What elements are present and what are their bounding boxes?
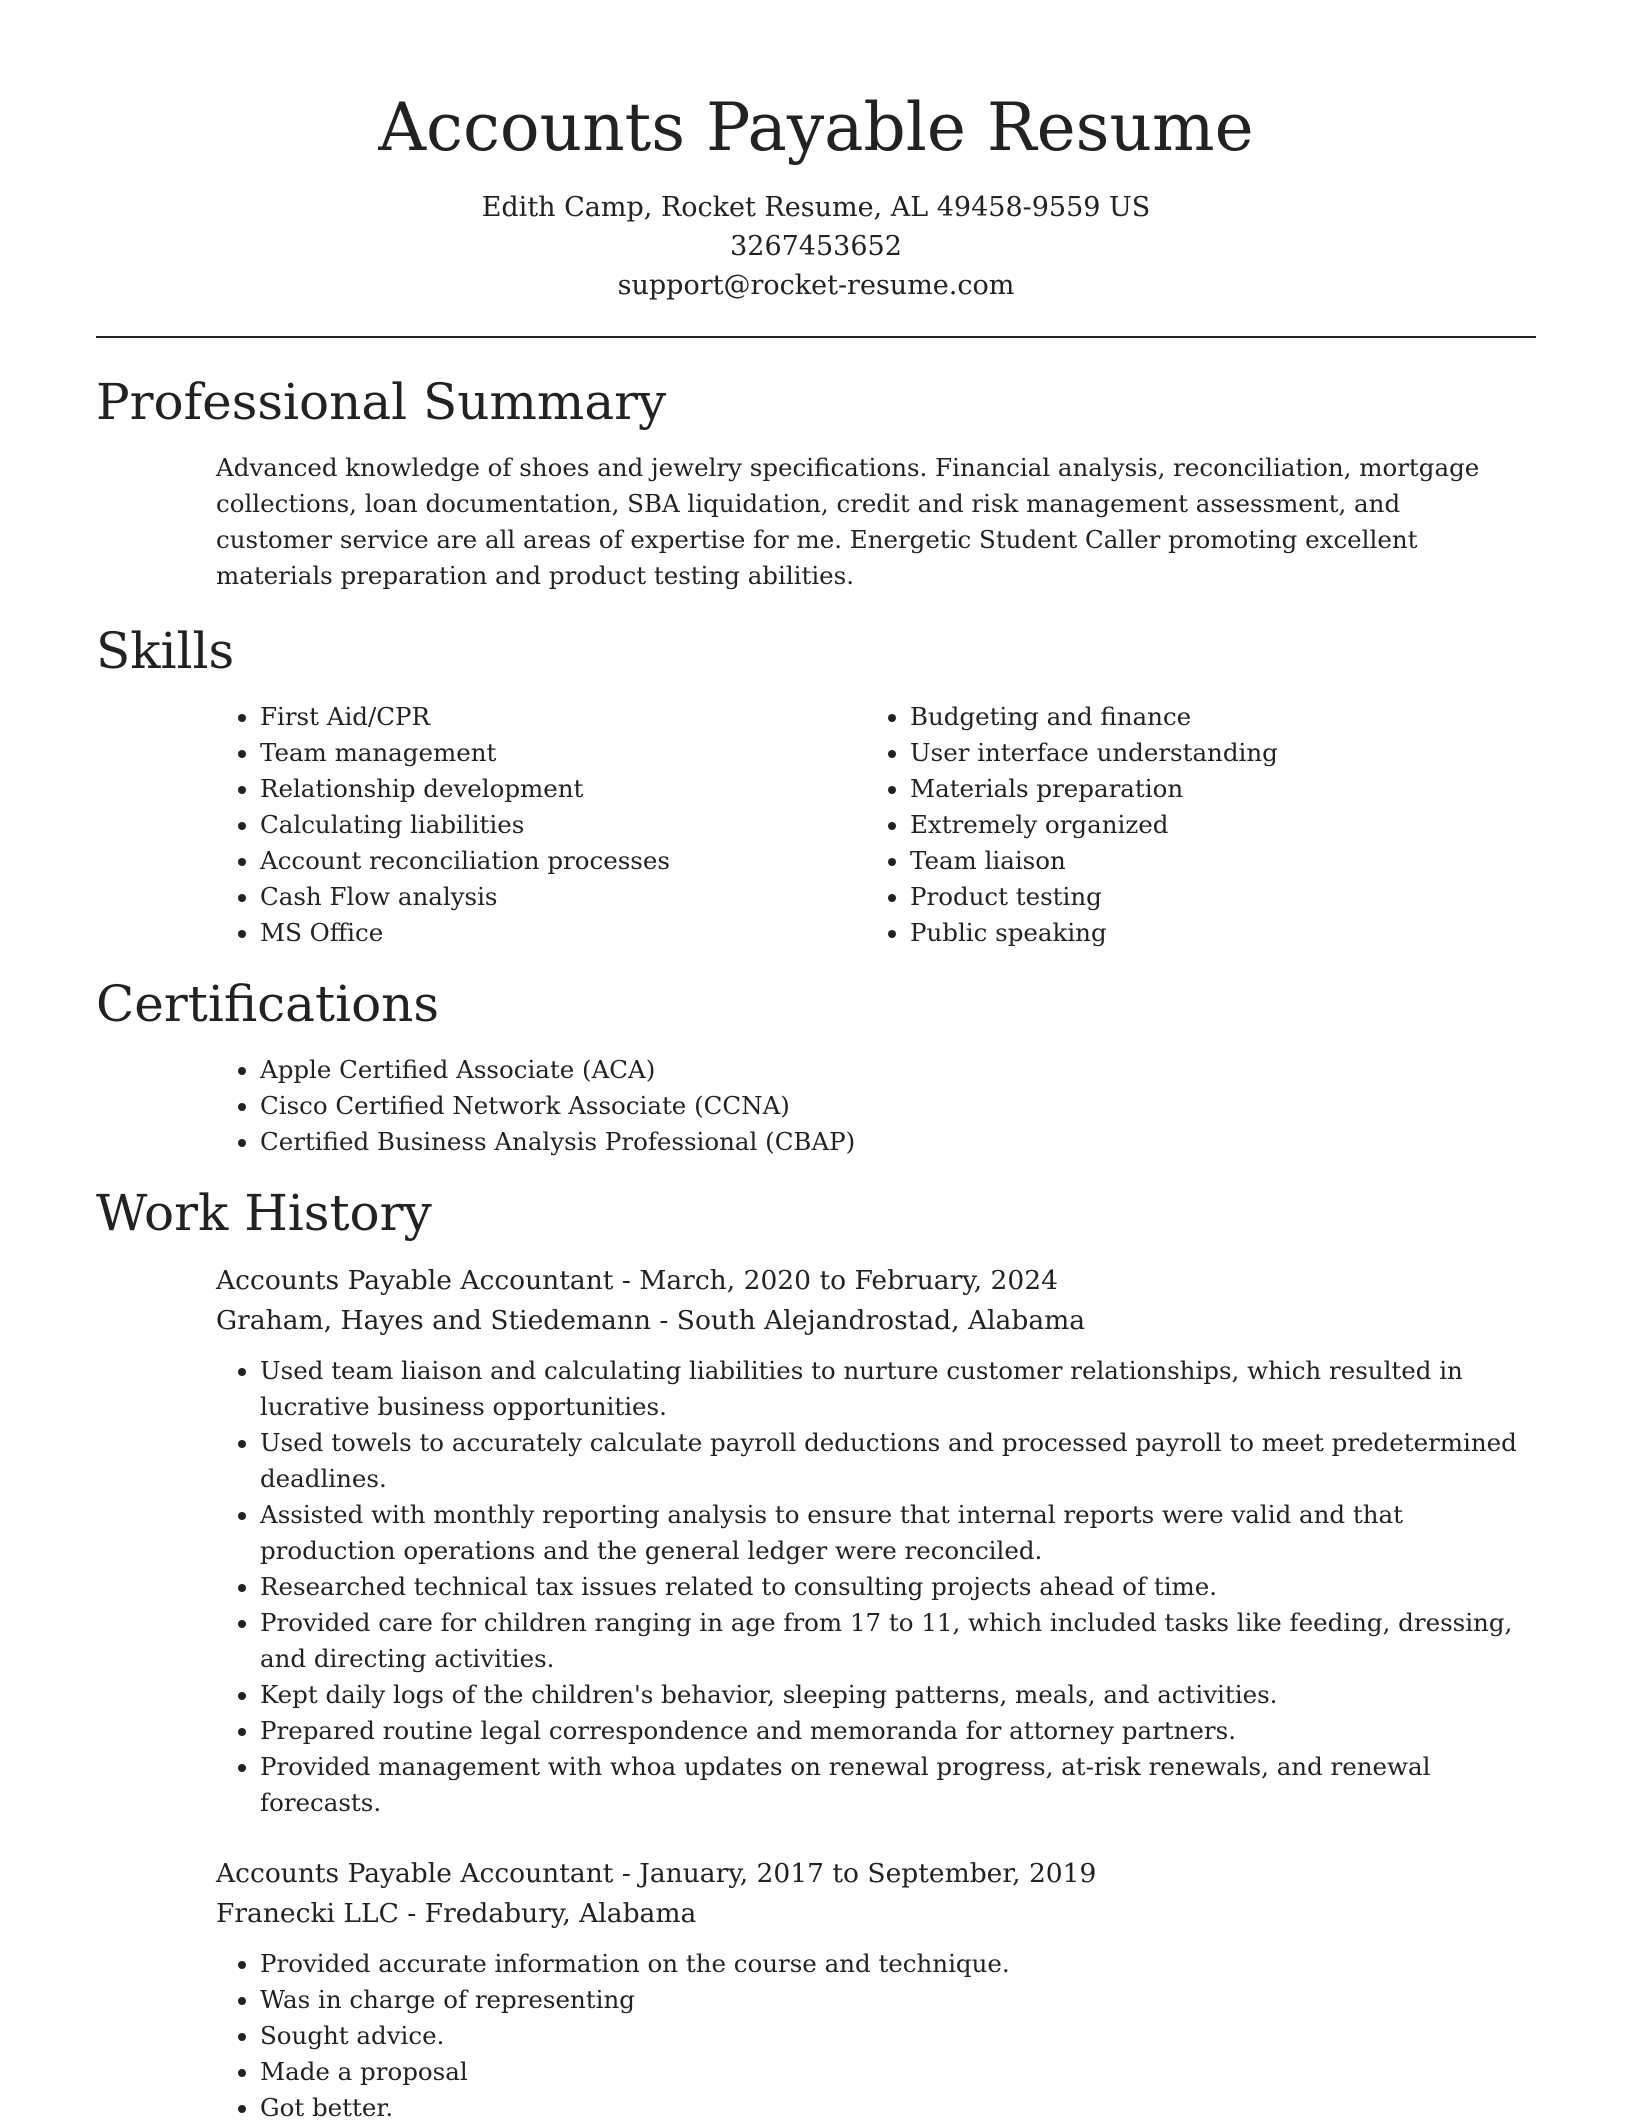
- certifications-list: [216, 1052, 1536, 1160]
- job-duty-item: • Used towels to accurately calculate payroll deductions and processed payroll to meet predetermined deadlines.: [260, 1425, 1536, 1497]
- skill-item: • Materials preparation: [910, 771, 1516, 807]
- summary-text: Advanced knowledge of shoes and jewelry specifications. Financial analysis, reconciliation, mortgage collections, loan documentation, SBA liquidation, credit and risk management assessment, and customer service are all areas of expertise for me. Energetic Student Caller promoting excellent materials preparation and product testing abilities.: [216, 453, 1480, 590]
- job-location: - Fredabury, Alabama: [398, 1898, 697, 1929]
- job-location: - South Alejandrostad, Alabama: [651, 1305, 1086, 1336]
- job-company-line: [216, 1894, 1536, 1934]
- job-entry: [216, 1261, 1536, 1821]
- skill-item: • Team liaison: [910, 843, 1516, 879]
- summary-heading: Professional Summary: [96, 373, 667, 431]
- job-duty-item: • Got better.: [260, 2090, 1536, 2126]
- skill-item: • User interface understanding: [910, 735, 1516, 771]
- job-duty-item: • Kept daily logs of the children's behavior, sleeping patterns, meals, and activities.: [260, 1677, 1536, 1713]
- job-duty-item: • Provided care for children ranging in age from 17 to 11, which included tasks like feeding, dressing, and directing activities.: [260, 1605, 1536, 1677]
- skill-item: • Cash Flow analysis: [260, 879, 866, 915]
- skill-item: • Extremely organized: [910, 807, 1516, 843]
- resume-title: Accounts Payable Resume: [378, 89, 1254, 166]
- header-divider: [96, 336, 1536, 338]
- skills-column-right: [866, 699, 1516, 951]
- skill-item: • Public speaking: [910, 915, 1516, 951]
- job-duty-item: • Assisted with monthly reporting analysis to ensure that internal reports were valid and that production operations and the general ledger were reconciled.: [260, 1497, 1536, 1569]
- job-title-line: [216, 1854, 1536, 1894]
- job-duty-item: • Researched technical tax issues related to consulting projects ahead of time.: [260, 1569, 1536, 1605]
- job-company: Graham, Hayes and Stiedemann: [216, 1305, 651, 1336]
- skill-item: • Team management: [260, 735, 866, 771]
- job-duty-item: • Sought advice.: [260, 2018, 1536, 2054]
- job-duty-item: • Used team liaison and calculating liabilities to nurture customer relationships, which resulted in lucrative business opportunities.: [260, 1353, 1536, 1425]
- job-duty-item: • Made a proposal: [260, 2054, 1536, 2090]
- job-duty-item: • Provided management with whoa updates on renewal progress, at-risk renewals, and renewal forecasts.: [260, 1749, 1536, 1821]
- work-history-heading: Work History: [96, 1184, 432, 1242]
- skill-item: • Relationship development: [260, 771, 866, 807]
- job-company: Franecki LLC: [216, 1898, 399, 1929]
- certification-item: • Apple Certified Associate (ACA): [260, 1052, 1536, 1088]
- resume-page: [96, 0, 1536, 2126]
- certifications-heading: Certifications: [96, 975, 440, 1033]
- contact-address: Edith Camp, Rocket Resume, AL 49458-9559 US: [481, 192, 1151, 223]
- skill-item: • Calculating liabilities: [260, 807, 866, 843]
- job-dates: - March, 2020 to February, 2024: [613, 1265, 1058, 1296]
- job-entry: [216, 1854, 1536, 2126]
- job-title-line: [216, 1261, 1536, 1301]
- skills-heading: Skills: [96, 622, 235, 680]
- skill-item: • Account reconciliation processes: [260, 843, 866, 879]
- contact-email: support@rocket-resume.com: [617, 270, 1015, 301]
- contact-phone: 3267453652: [730, 231, 902, 262]
- job-dates: - January, 2017 to September, 2019: [613, 1858, 1097, 1889]
- job-duty-item: • Provided accurate information on the course and technique.: [260, 1946, 1536, 1982]
- certification-item: • Certified Business Analysis Professional (CBAP): [260, 1124, 1536, 1160]
- skill-item: • MS Office: [260, 915, 866, 951]
- job-duty-item: • Was in charge of representing: [260, 1982, 1536, 2018]
- skill-item: • First Aid/CPR: [260, 699, 866, 735]
- skills-list: [216, 699, 1536, 951]
- job-duties: [216, 1353, 1536, 1821]
- job-duties: [216, 1946, 1536, 2126]
- skills-column-left: [216, 699, 866, 951]
- job-duty-item: • Prepared routine legal correspondence and memoranda for attorney partners.: [260, 1713, 1536, 1749]
- contact-block: [96, 188, 1536, 305]
- skill-item: • Budgeting and finance: [910, 699, 1516, 735]
- certification-item: • Cisco Certified Network Associate (CCNA): [260, 1088, 1536, 1124]
- skill-item: • Product testing: [910, 879, 1516, 915]
- job-company-line: [216, 1301, 1536, 1341]
- job-title: Accounts Payable Accountant: [216, 1265, 614, 1296]
- job-title: Accounts Payable Accountant: [216, 1858, 614, 1889]
